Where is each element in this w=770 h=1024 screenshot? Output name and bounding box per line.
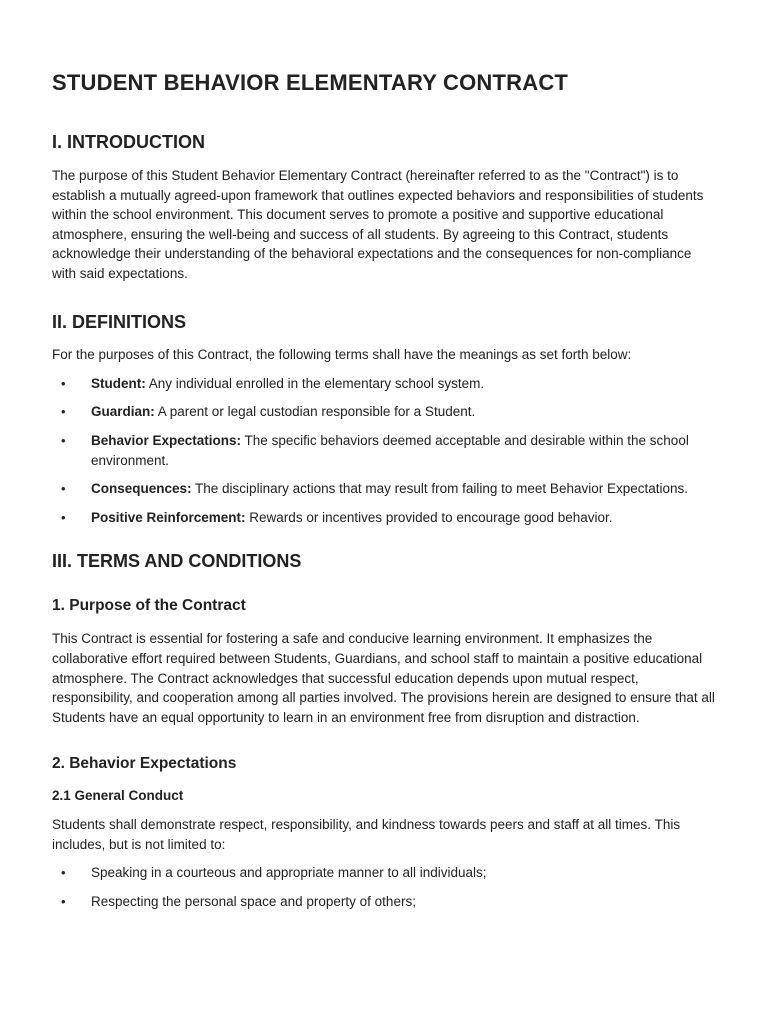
definition-term: Positive Reinforcement:: [91, 509, 246, 525]
bullet-icon: •: [61, 865, 66, 881]
bullet-icon: •: [61, 375, 66, 391]
definition-text: Rewards or incentives provided to encourage good behavior.: [245, 509, 613, 525]
list-item-text: Speaking in a courteous and appropriate manner to all individuals;: [91, 865, 487, 881]
definition-term: Student:: [91, 375, 146, 391]
definition-item: [52, 374, 718, 394]
section-definitions: [52, 312, 718, 528]
section-introduction: [52, 132, 718, 283]
definition-text: The specific behaviors deemed acceptable and desirable within the school environment.: [91, 432, 689, 468]
definition-item: [52, 431, 718, 470]
definition-term: Behavior Expectations:: [91, 432, 242, 448]
general-conduct-heading: 2.1 General Conduct: [52, 788, 184, 804]
behavior-heading: 2. Behavior Expectations: [52, 755, 237, 773]
list-item: [52, 892, 718, 912]
general-conduct-list: [52, 863, 718, 911]
section-terms-and-conditions: [52, 551, 718, 911]
introduction-paragraph: The purpose of this Student Behavior Elementary Contract (hereinafter referred to as the "Contract") is to establish a mutually agreed-upon framework that outlines expected behaviors and responsibilities of students within the school environment. This document serves to promote a positive and supportive educational atmosphere, ensuring the well-being and success of all students. By agreeing to this Contract, students acknowledge their understanding of the behavioral expectations and the consequences for non-compliance with said expectations.: [52, 167, 704, 281]
introduction-heading: I. INTRODUCTION: [52, 132, 205, 153]
bullet-icon: •: [61, 894, 66, 910]
definition-text: The disciplinary actions that may result from failing to meet Behavior Expectations.: [191, 481, 689, 497]
definitions-list: [52, 374, 718, 528]
list-item-text: Respecting the personal space and property of others;: [91, 894, 416, 910]
definition-text: Any individual enrolled in the elementary school system.: [145, 375, 485, 391]
definitions-heading: II. DEFINITIONS: [52, 311, 187, 332]
bullet-icon: •: [61, 432, 66, 448]
subsection-purpose: [52, 597, 718, 728]
document-title: STUDENT BEHAVIOR ELEMENTARY CONTRACT: [52, 70, 569, 95]
definition-item: [52, 508, 718, 528]
terms-heading: III. TERMS AND CONDITIONS: [52, 551, 302, 572]
general-conduct-paragraph: Students shall demonstrate respect, responsibility, and kindness towards peers and staff at all times. This includes, but is not limited to:: [52, 817, 681, 852]
definition-item: [52, 402, 718, 422]
definitions-intro: For the purposes of this Contract, the following terms shall have the meanings as set forth below:: [52, 347, 632, 363]
definition-item: [52, 479, 718, 499]
definition-text: A parent or legal custodian responsible for a Student.: [154, 404, 476, 420]
purpose-heading: 1. Purpose of the Contract: [52, 596, 246, 614]
bullet-icon: •: [61, 404, 66, 420]
bullet-icon: •: [61, 481, 66, 497]
subsection-behavior-expectations: [52, 755, 718, 911]
definition-term: Guardian:: [91, 404, 155, 420]
definition-term: Consequences:: [91, 481, 192, 497]
list-item: [52, 863, 718, 883]
purpose-paragraph: This Contract is essential for fostering a safe and conducive learning environment. It emphasizes the collaborative effort required between Students, Guardians, and school staff to maintain a positive educational atmosphere. The Contract acknowledges that successful education depends upon mutual respect, responsibility, and cooperation among all parties involved. The provisions herein are designed to ensure that all Students have an equal opportunity to learn in an environment free from disruption and distraction.: [52, 631, 715, 725]
bullet-icon: •: [61, 509, 66, 525]
